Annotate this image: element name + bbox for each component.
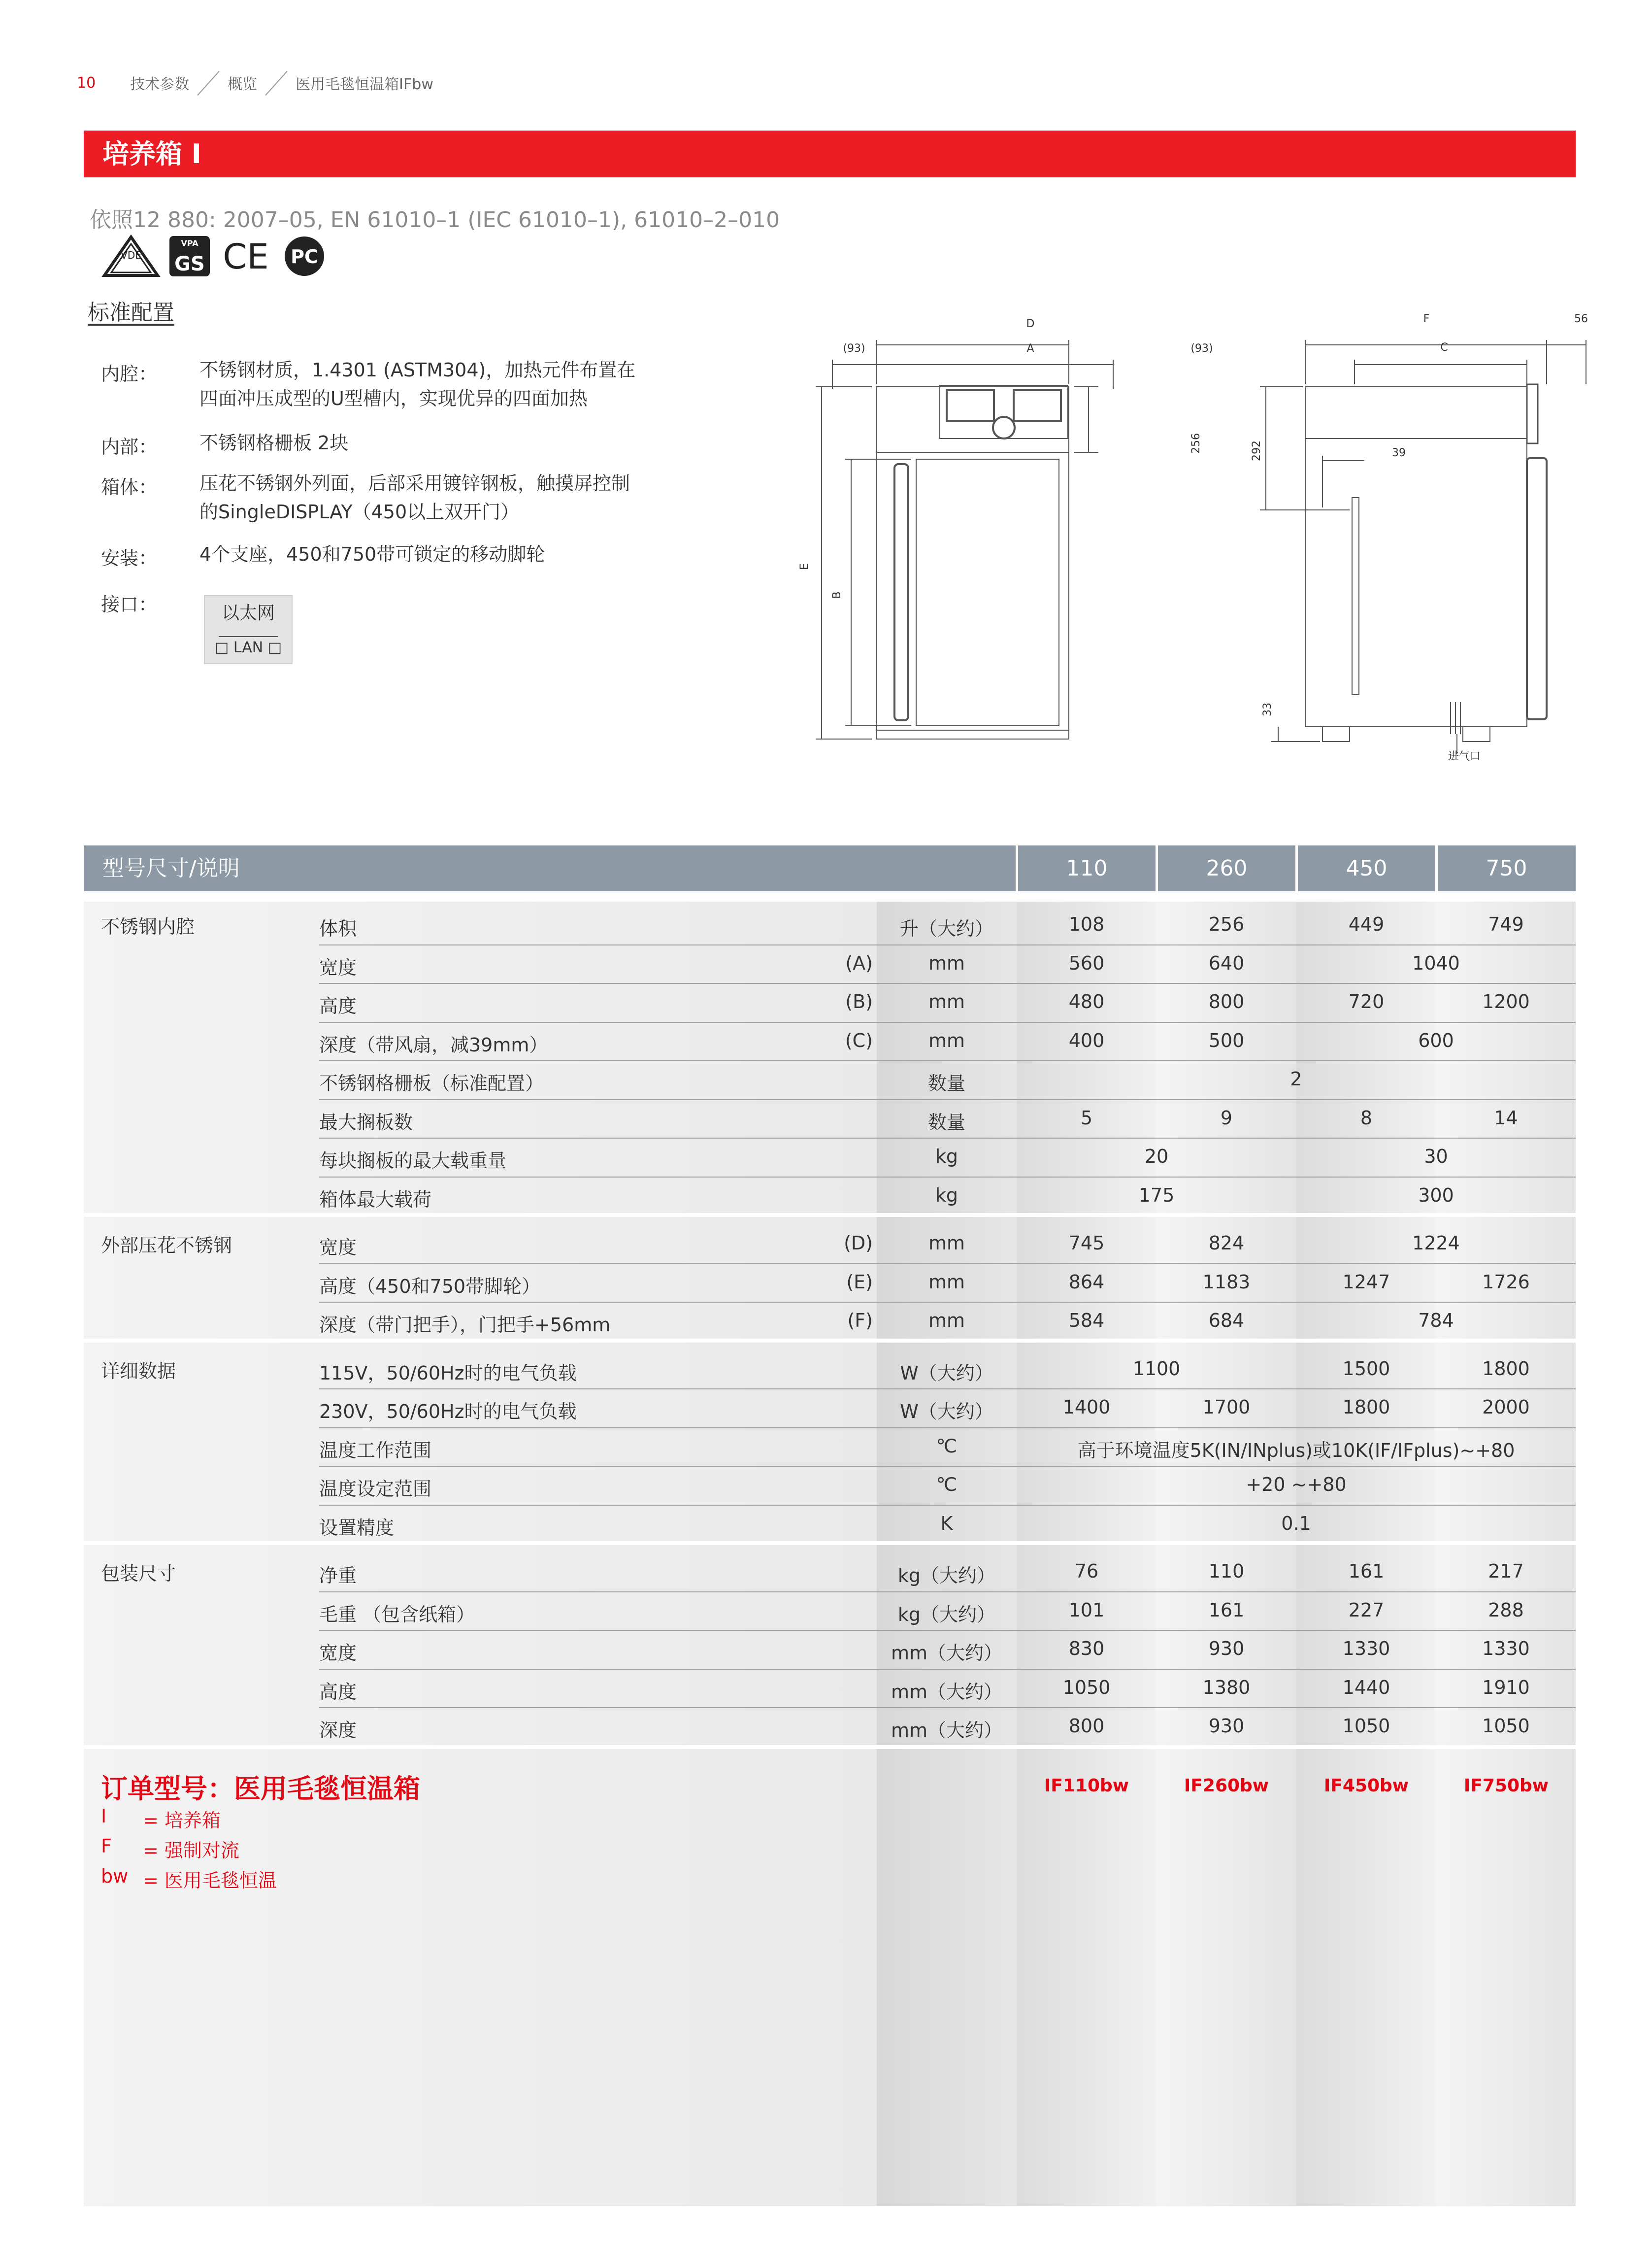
data-cell: 256 — [1208, 913, 1245, 935]
svg-text:33: 33 — [1261, 703, 1274, 716]
data-cell: 1400 — [1062, 1396, 1111, 1418]
row-code: (A) — [845, 952, 873, 974]
svg-text:F: F — [1423, 313, 1430, 325]
spec-label: 接口： — [101, 594, 158, 615]
svg-text:CE: CE — [223, 236, 269, 277]
front-outer-outline — [877, 387, 1069, 739]
table-header-title: 型号尺寸/说明 — [102, 856, 240, 881]
row-code: (C) — [845, 1029, 873, 1051]
data-cell: 784 — [1418, 1310, 1454, 1331]
spec-line: 4个支座，450和750带可锁定的移动脚轮 — [199, 543, 545, 565]
breadcrumb-separator — [264, 69, 289, 97]
row-label: 每块搁板的最大载重量 — [319, 1150, 507, 1172]
row-divider — [319, 1669, 1576, 1670]
column-background — [84, 902, 877, 2206]
data-cell: 0.1 — [1281, 1512, 1311, 1534]
data-cell: 1100 — [1132, 1357, 1181, 1380]
data-cell: 584 — [1068, 1310, 1105, 1331]
data-cell: 1330 — [1482, 1638, 1530, 1659]
legend-key: bw — [101, 1865, 129, 1887]
row-divider — [319, 1466, 1576, 1467]
order-code-if450bw: IF450bw — [1323, 1776, 1409, 1796]
svg-text:VPA: VPA — [181, 238, 198, 248]
data-cell: 864 — [1068, 1271, 1105, 1293]
row-divider — [319, 1263, 1576, 1264]
breadcrumb-item: 概览 — [228, 76, 258, 93]
row-label: 不锈钢格栅板（标准配置） — [319, 1073, 544, 1094]
data-cell: 288 — [1488, 1599, 1524, 1621]
spec-value — [199, 469, 630, 526]
data-cell: 1247 — [1342, 1271, 1390, 1293]
legend-value: = 医用毛毯恒温 — [143, 1870, 277, 1891]
row-label: 体积 — [319, 918, 357, 940]
column-background — [1296, 902, 1436, 2206]
data-cell: 1183 — [1202, 1271, 1251, 1293]
spec-line: 压花不锈钢外列面，后部采用镀锌钢板，触摸屏控制 — [199, 472, 630, 494]
interface-divider — [219, 636, 278, 637]
column-header-260: 260 — [1206, 856, 1248, 881]
data-cell: 749 — [1488, 913, 1524, 935]
table-header — [84, 845, 1576, 891]
standards-text: 依照12 880: 2007–05, EN 61010–1 (IEC 61010–1), 61010–2–010 — [90, 207, 780, 233]
table-group-label: 详细数据 — [101, 1360, 176, 1382]
svg-text:C: C — [1440, 341, 1448, 354]
data-cell: 1050 — [1482, 1715, 1530, 1737]
data-cell: 1500 — [1342, 1357, 1390, 1380]
column-background — [877, 902, 1017, 2206]
spec-value — [199, 429, 348, 457]
data-cell: 1800 — [1482, 1357, 1530, 1380]
door-handle — [894, 464, 908, 720]
row-label: 宽度 — [319, 1642, 357, 1664]
row-unit: mm（大约） — [891, 1681, 1003, 1703]
spec-label: 内部： — [101, 436, 158, 458]
data-cell: 400 — [1068, 1029, 1105, 1051]
row-unit: mm（大约） — [891, 1642, 1003, 1664]
data-cell: 720 — [1348, 991, 1385, 1012]
standard-config-title: 标准配置 — [88, 300, 174, 325]
data-cell: 480 — [1068, 991, 1105, 1012]
data-cell: 108 — [1068, 913, 1105, 935]
column-header-750: 750 — [1486, 856, 1527, 881]
data-cell: 161 — [1348, 1560, 1385, 1582]
row-label: 高度 — [319, 995, 357, 1017]
spec-value — [199, 356, 635, 413]
data-cell: 500 — [1208, 1029, 1245, 1051]
row-label: 高度（450和750带脚轮） — [319, 1275, 541, 1297]
svg-text:进气口: 进气口 — [1448, 750, 1481, 763]
row-label: 230V，50/60Hz时的电气负载 — [319, 1401, 577, 1422]
spec-value — [199, 540, 545, 569]
svg-text:D: D — [1026, 318, 1035, 330]
row-label: 净重 — [319, 1565, 357, 1586]
data-cell: 2 — [1290, 1068, 1302, 1090]
interface-lan: □ LAN □ — [214, 639, 282, 656]
row-divider — [319, 1591, 1576, 1592]
svg-text:56: 56 — [1574, 313, 1588, 325]
row-divider — [319, 1099, 1576, 1100]
section-separator — [84, 1745, 1576, 1749]
section-title: 培养箱 I — [102, 138, 201, 169]
data-cell: 824 — [1208, 1232, 1245, 1254]
side-outer-outline — [1305, 387, 1527, 727]
row-unit: 数量 — [927, 1073, 965, 1094]
data-cell: 101 — [1068, 1599, 1105, 1621]
row-label: 深度（带门把手），门把手+56mm — [319, 1314, 611, 1336]
data-cell: 684 — [1208, 1310, 1245, 1331]
control-knob-icon — [993, 417, 1015, 438]
svg-text:256: 256 — [1190, 433, 1202, 454]
data-cell: 800 — [1208, 991, 1245, 1012]
column-background — [1156, 902, 1296, 2206]
row-divider — [319, 1388, 1576, 1389]
table-group-label: 包装尺寸 — [101, 1563, 176, 1584]
row-unit: kg（大约） — [897, 1603, 996, 1625]
row-label: 深度（带风扇，减39mm） — [319, 1034, 548, 1056]
svg-text:PC: PC — [291, 246, 318, 268]
svg-text:39: 39 — [1392, 447, 1406, 459]
row-unit: mm — [928, 1232, 965, 1254]
row-label: 宽度 — [319, 956, 357, 978]
data-cell: 1380 — [1202, 1676, 1251, 1698]
data-cell: 640 — [1208, 952, 1245, 974]
row-label: 最大搁板数 — [319, 1111, 413, 1133]
row-label: 高度 — [319, 1681, 357, 1703]
ce-logo-icon — [219, 234, 273, 278]
data-cell: 217 — [1488, 1560, 1524, 1582]
breadcrumb-item: 医用毛毯恒温箱IFbw — [296, 76, 433, 93]
svg-text:B: B — [831, 591, 843, 599]
svg-text:(93): (93) — [843, 342, 865, 355]
row-divider — [319, 1505, 1576, 1506]
side-door-profile — [1527, 458, 1547, 719]
data-cell: 161 — [1208, 1599, 1245, 1621]
svg-text:A: A — [1026, 342, 1034, 355]
data-cell: 1726 — [1482, 1271, 1530, 1293]
column-header-110: 110 — [1066, 856, 1108, 881]
breadcrumb-item: 技术参数 — [130, 76, 190, 93]
data-cell: 175 — [1138, 1184, 1175, 1206]
row-divider — [319, 1177, 1576, 1178]
spec-label: 内腔： — [101, 363, 158, 385]
order-code-if110bw: IF110bw — [1044, 1776, 1129, 1796]
row-divider — [319, 1302, 1576, 1303]
spec-line: 四面冲压成型的U型槽内，实现优异的四面加热 — [199, 388, 588, 409]
data-cell: 30 — [1424, 1146, 1448, 1167]
legend-key: I — [101, 1805, 107, 1827]
data-cell: 1800 — [1342, 1396, 1390, 1418]
data-cell: 1440 — [1342, 1676, 1390, 1698]
order-title: 订单型号：医用毛毯恒温箱 — [101, 1773, 420, 1804]
row-code: (B) — [845, 991, 873, 1012]
row-unit: mm — [928, 991, 965, 1012]
data-cell: 930 — [1208, 1638, 1245, 1659]
certification-logos — [101, 232, 329, 281]
spec-line: 不锈钢材质，1.4301 (ASTM304)，加热元件布置在 — [199, 359, 636, 381]
data-cell: 1050 — [1062, 1676, 1111, 1698]
row-unit: ℃ — [936, 1474, 958, 1495]
row-unit: ℃ — [936, 1435, 958, 1457]
order-code-if260bw: IF260bw — [1184, 1776, 1269, 1796]
interface-ethernet-badge — [204, 595, 293, 664]
column-background — [1017, 902, 1156, 2206]
svg-text:VDE: VDE — [121, 249, 141, 261]
svg-text:292: 292 — [1251, 440, 1263, 461]
row-unit: W（大约） — [900, 1401, 993, 1422]
spec-line: 的SingleDISPLAY（450以上双开门） — [199, 501, 520, 523]
data-cell: 20 — [1144, 1146, 1169, 1167]
row-unit: mm — [928, 1271, 965, 1293]
row-divider — [319, 1707, 1576, 1708]
row-unit: kg — [935, 1146, 958, 1167]
svg-text:(93): (93) — [1190, 342, 1213, 355]
data-cell: 449 — [1348, 913, 1385, 935]
data-cell: 830 — [1068, 1638, 1105, 1659]
gs-logo-icon — [167, 234, 212, 278]
interface-lan-label: LAN — [233, 639, 264, 656]
row-divider — [319, 1138, 1576, 1139]
row-unit: kg — [935, 1184, 958, 1206]
row-divider — [319, 1060, 1576, 1061]
row-code: (E) — [846, 1271, 873, 1293]
data-cell: 8 — [1360, 1107, 1373, 1129]
row-label: 温度设定范围 — [319, 1478, 432, 1500]
row-unit: mm — [928, 1029, 965, 1051]
row-unit: mm（大约） — [891, 1719, 1003, 1741]
breadcrumb — [77, 73, 433, 93]
row-unit: 升（大约） — [899, 918, 993, 940]
data-cell: 1224 — [1412, 1232, 1460, 1254]
data-cell: +20 ~+80 — [1246, 1474, 1347, 1495]
column-header-450: 450 — [1346, 856, 1388, 881]
row-label: 设置精度 — [319, 1517, 395, 1539]
row-label: 115V，50/60Hz时的电气负载 — [319, 1362, 577, 1384]
row-label: 宽度 — [319, 1237, 357, 1258]
row-code: (D) — [844, 1232, 873, 1254]
row-label: 箱体最大载荷 — [319, 1188, 432, 1211]
row-label: 温度工作范围 — [319, 1439, 432, 1461]
data-cell: 14 — [1494, 1107, 1518, 1129]
section-separator — [84, 1339, 1576, 1343]
section-header — [84, 131, 1576, 177]
row-label: 毛重 （包含纸箱） — [319, 1603, 475, 1625]
row-divider — [319, 944, 1576, 945]
vde-logo-icon — [101, 234, 161, 278]
data-cell: 1200 — [1482, 991, 1530, 1012]
data-cell: 227 — [1348, 1599, 1385, 1621]
row-label: 深度 — [319, 1719, 357, 1741]
spec-label: 安装： — [101, 547, 158, 569]
row-unit: 数量 — [927, 1111, 965, 1133]
data-cell: 1910 — [1482, 1676, 1530, 1698]
row-divider — [319, 1427, 1576, 1428]
data-cell: 1040 — [1412, 952, 1460, 974]
data-cell: 930 — [1208, 1715, 1245, 1737]
data-cell: 9 — [1220, 1107, 1233, 1129]
legend-value: = 培养箱 — [143, 1810, 221, 1831]
pct-logo-icon — [280, 232, 329, 281]
data-cell: 1050 — [1342, 1715, 1390, 1737]
data-cell: 110 — [1208, 1560, 1245, 1582]
breadcrumb-separator — [196, 69, 221, 97]
spec-label: 箱体： — [101, 476, 158, 498]
data-cell: 560 — [1068, 952, 1105, 974]
section-separator — [84, 1541, 1576, 1545]
column-background — [1436, 902, 1576, 2206]
row-unit: mm — [928, 1310, 965, 1331]
row-divider — [319, 1022, 1576, 1023]
table-group-label: 外部压花不锈钢 — [101, 1235, 232, 1256]
data-cell: 745 — [1068, 1232, 1105, 1254]
row-unit: mm — [928, 952, 965, 974]
technical-drawing — [798, 310, 1591, 769]
row-divider — [319, 1630, 1576, 1631]
data-cell: 1700 — [1202, 1396, 1251, 1418]
table-group-label: 不锈钢内腔 — [101, 916, 195, 938]
spec-line: 不锈钢格栅板 2块 — [199, 432, 349, 454]
row-unit: kg（大约） — [897, 1565, 996, 1586]
page-number: 10 — [77, 74, 96, 92]
data-cell: 600 — [1418, 1029, 1454, 1051]
data-cell: 76 — [1074, 1560, 1099, 1582]
order-code-if750bw: IF750bw — [1463, 1776, 1549, 1796]
data-cell: 5 — [1080, 1107, 1093, 1129]
legend-key: F — [101, 1835, 112, 1857]
data-cell: 高于环境温度5K(IN/INplus)或10K(IF/IFplus)~+80 — [1077, 1439, 1515, 1461]
svg-text:GS: GS — [174, 253, 205, 275]
row-unit: K — [940, 1512, 953, 1534]
row-unit: W（大约） — [900, 1362, 993, 1384]
data-cell: 800 — [1068, 1715, 1105, 1737]
row-code: (F) — [847, 1310, 873, 1331]
legend-value: = 强制对流 — [143, 1840, 239, 1861]
data-cell: 2000 — [1482, 1396, 1530, 1418]
data-cell: 300 — [1418, 1184, 1454, 1206]
data-cell: 1330 — [1342, 1638, 1390, 1659]
svg-text:E: E — [798, 563, 811, 570]
row-divider — [319, 983, 1576, 984]
interface-label: 以太网 — [221, 603, 275, 623]
section-separator — [84, 1213, 1576, 1217]
